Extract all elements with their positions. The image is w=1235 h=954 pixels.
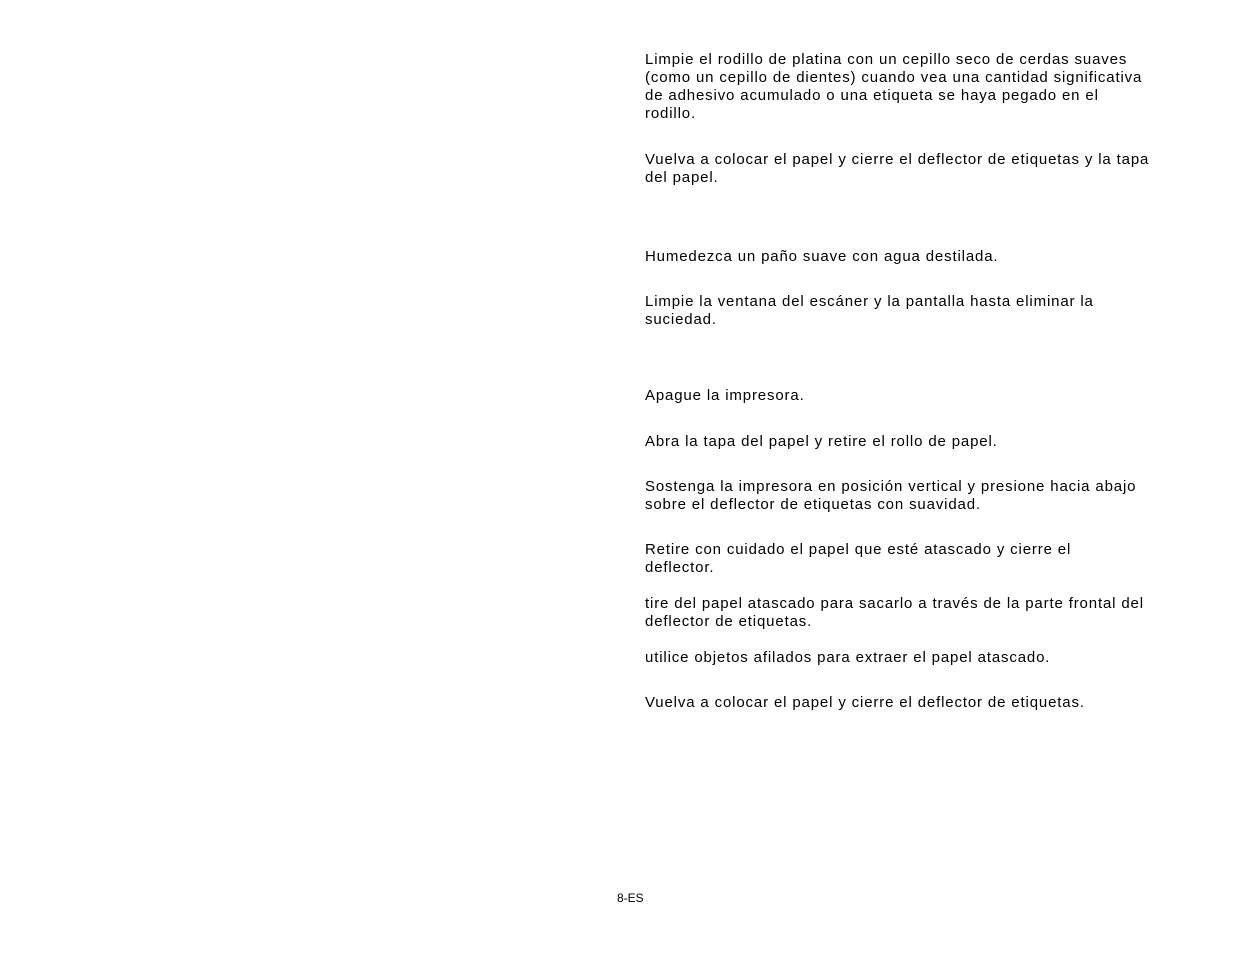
scanner-step-1 xyxy=(645,230,1165,266)
jam-step-5 xyxy=(645,676,1165,712)
jam-step-1 xyxy=(645,369,1165,405)
scanner-step-2-text: Limpie la ventana del escáner y la pantalla hasta eliminar la suciedad. xyxy=(645,293,1094,328)
jam-step-4-text: Retire con cuidado el papel que esté atascado y cierre el deflector. xyxy=(645,541,1072,576)
platen-step-2 xyxy=(645,133,1160,187)
jam-step-4-note-1 xyxy=(645,577,1145,631)
platen-step-1-text: Limpie el rodillo de platina con un cepillo seco de cerdas suaves (como un cepillo de dientes) cuando vea una cantidad significativa de adhesivo acumulado o una etiqueta se haya pegado en el rodillo. xyxy=(645,51,1143,122)
platen-step-1 xyxy=(645,33,1150,123)
jam-step-4-main xyxy=(645,523,1115,577)
platen-step-2-text: Vuelva a colocar el papel y cierre el deflector de etiquetas y la tapa del papel. xyxy=(645,151,1150,186)
jam-step-1-text: Apague la impresora. xyxy=(645,387,805,404)
jam-step-2-text: Abra la tapa del papel y retire el rollo de papel. xyxy=(645,433,998,450)
page-number: 8-ES xyxy=(617,891,644,905)
jam-step-3-text: Sostenga la impresora en posición vertical y presione hacia abajo sobre el deflector de etiquetas con suavidad. xyxy=(645,478,1137,513)
jam-step-5-text: Vuelva a colocar el papel y cierre el deflector de etiquetas. xyxy=(645,694,1085,711)
jam-step-3 xyxy=(645,460,1145,514)
jam-step-4-note-2 xyxy=(645,631,1165,667)
jam-step-4-note-2-text: utilice objetos afilados para extraer el papel atascado. xyxy=(645,649,1051,666)
jam-step-2 xyxy=(645,415,1165,451)
instructions-column xyxy=(645,33,1165,712)
jam-step-4-note-1-text: tire del papel atascado para sacarlo a través de la parte frontal del deflector de etiquetas. xyxy=(645,595,1144,630)
scanner-step-2 xyxy=(645,275,1150,329)
scanner-step-1-text: Humedezca un paño suave con agua destilada. xyxy=(645,248,999,265)
jam-step-4 xyxy=(645,523,1165,667)
